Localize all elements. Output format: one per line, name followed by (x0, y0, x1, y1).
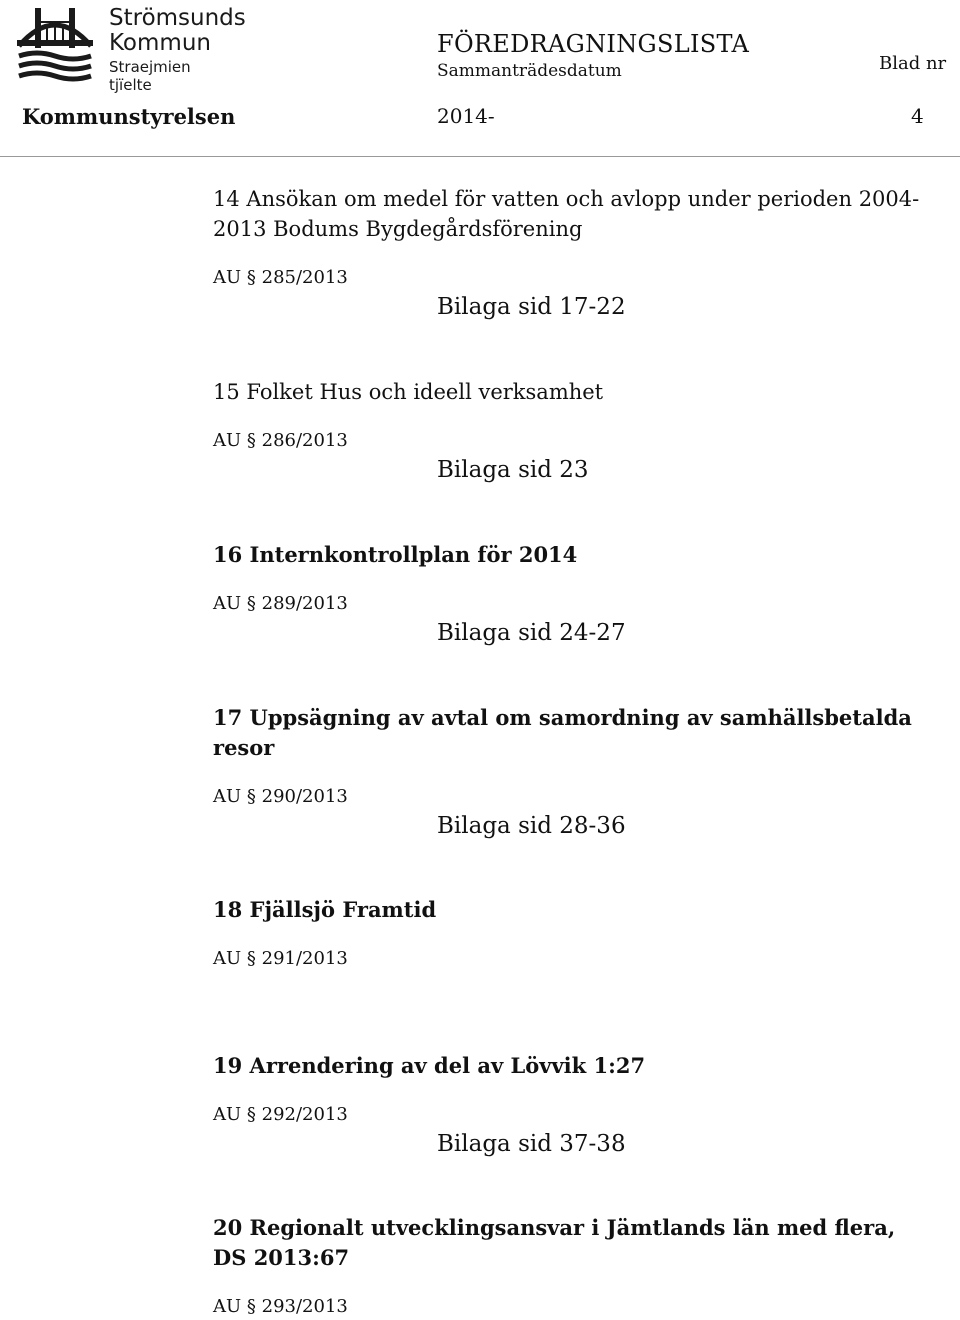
agenda-item-title: 18 Fjällsjö Framtid (213, 897, 437, 922)
sheet-number-label: Blad nr (879, 53, 947, 74)
au-reference: AU § 293/2013 (213, 1296, 348, 1317)
agenda-item-title: 20 Regionalt utvecklingsansvar i Jämtlands län med flera, DS 2013:67 (213, 1215, 896, 1270)
au-reference: AU § 286/2013 (213, 430, 348, 451)
agenda-item-title: 14 Ansökan om medel för vatten och avlopp under perioden 2004-2013 Bodums Bygdegårdsförening (213, 187, 920, 241)
attachment-reference: Bilaga sid 28-36 (437, 813, 626, 839)
agenda-item-title: 15 Folket Hus och ideell verksamhet (213, 380, 604, 404)
agenda-item-title: 17 Uppsägning av avtal om samordning av samhällsbetalda resor (213, 705, 912, 760)
municipality-logo (17, 2, 246, 94)
attachment-reference: Bilaga sid 24-27 (437, 620, 626, 646)
au-reference: AU § 285/2013 (213, 267, 348, 288)
organization-name: Kommunstyrelsen (22, 104, 236, 129)
attachment-reference: Bilaga sid 23 (437, 457, 589, 483)
meeting-date: 2014- (437, 104, 495, 128)
au-reference: AU § 290/2013 (213, 786, 348, 807)
sheet-number: 4 (911, 104, 924, 128)
au-reference: AU § 291/2013 (213, 948, 348, 969)
logo-line-2: Kommun (109, 30, 211, 56)
bridge-logo-icon (17, 2, 93, 84)
agenda-item-title: 16 Internkontrollplan för 2014 (213, 542, 578, 567)
attachment-reference: Bilaga sid 17-22 (437, 294, 626, 320)
agenda-item-title: 19 Arrendering av del av Lövvik 1:27 (213, 1053, 646, 1078)
logo-line-1: Strömsunds (109, 5, 246, 31)
header-divider (0, 156, 960, 157)
attachment-reference: Bilaga sid 37-38 (437, 1131, 626, 1157)
au-reference: AU § 289/2013 (213, 593, 348, 614)
au-reference: AU § 292/2013 (213, 1104, 348, 1125)
logo-line-3: Straejmien tjïelte (109, 58, 191, 94)
meeting-date-label: Sammanträdesdatum (437, 61, 622, 81)
document-title: FÖREDRAGNINGSLISTA (437, 30, 750, 58)
